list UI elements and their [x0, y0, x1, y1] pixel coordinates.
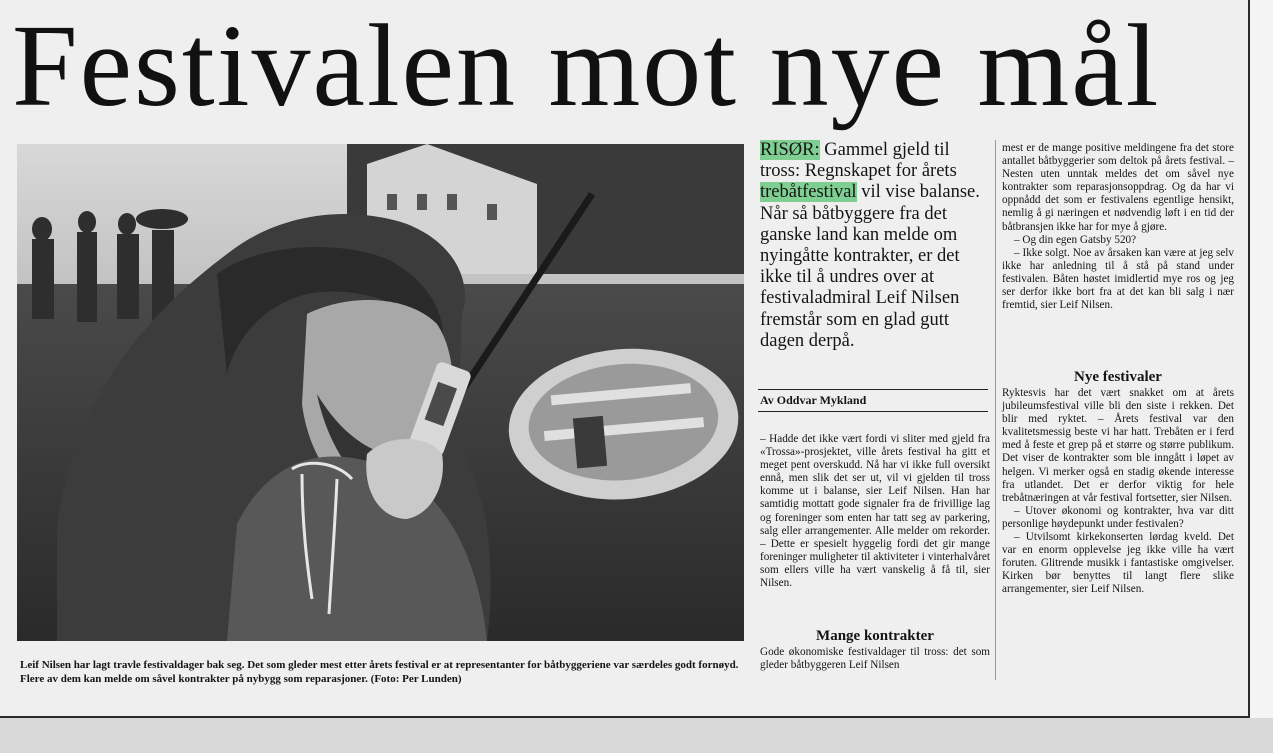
article-photo [17, 144, 744, 641]
byline-rule-top [758, 389, 988, 390]
lead-text-2: vil vise balanse. Når så båtbyggere fra det ganske land kan melde om nyingåtte kontrakter, er det ikke til å undres over at festivaladmiral Leif Nilsen fremstår som en glad gutt dagen derpå. [760, 182, 980, 351]
col3-paragraph-1: mest er de mange positive meldingene fra det store antallet båtbyggerier som deltok på årets festival. – Nesten uten unntak meldes det om såvel nye kontrakter som reparasjonsoppdrag. Og da har vi oppnådd det som er festivalens egentlige hensikt, nemlig å gi næringen et nødvendig løft i en tid der båtbransjen ikke har for mye å gjøre. [1002, 142, 1234, 233]
column-2-after-subhead [760, 646, 990, 672]
scan-margin-right [1250, 0, 1273, 718]
lead-paragraph [760, 140, 988, 352]
lead-place: RISØR: [760, 140, 820, 160]
col2-paragraph: – Hadde det ikke vært fordi vi sliter med gjeld fra «Trossa»-prosjektet, ville årets festival ha gitt et meget pent overskudd. Nå har vi ikke full oversikt ennå, men slik det ser ut, vil vi gjelden til tross komme ut i balanse, sier Leif Nilsen. Han har samtidig mottatt gode signaler fra de frivillige lag og foreninger som enten har tatt seg av parkering, salg eller arrangementer. Alle melder om rekorder. – Dette er spesielt hyggelig fordi det gir mange foreninger muligheter til aktiviteter i vinterhalvåret som ellers ville ha vært vanskelig å få til, sier Nilsen. [760, 433, 990, 590]
scan-margin-bottom [0, 718, 1273, 753]
column-3-top [1002, 142, 1234, 312]
col3-paragraph-2: – Og din egen Gatsby 520? [1014, 233, 1137, 246]
lead-highlight: trebåtfestival [760, 182, 857, 203]
headline: Festivalen mot nye mål [12, 0, 1161, 131]
lead-text-1: Gammel gjeld til tross: Regnskapet for årets [760, 140, 957, 182]
col3-paragraph-3: – Ikke solgt. Noe av årsaken kan være at jeg selv ikke har anledning til å stå på stand under festivalen. Båten høstet imidlertid mye ros og jeg ser derfor ikke bort fra at det kan bli salg i nær fremtid, sier Leif Nilsen. [1002, 246, 1234, 312]
photo-caption: Leif Nilsen har lagt travle festivaldager bak seg. Det som gleder mest etter årets festival er at representanter for båtbyggeriene var særdeles godt fornøyd. Flere av dem kan melde om såvel kontrakter på nybygg som reparasjoner. (Foto: Per Lunden) [20, 659, 739, 685]
col3-paragraph-6: – Utvilsomt kirkekonserten lørdag kveld. Det var en enorm opplevelse jeg ikke ville ha vært foruten. Glitrende musikk i fantastiske omgivelser. Kirken bør benyttes til langt flere slike arrangementer, sier Leif Nilsen. [1002, 531, 1234, 596]
column-3-bottom [1002, 387, 1234, 597]
column-divider [995, 140, 996, 680]
subhead-mange-kontrakter: Mange kontrakter [816, 628, 934, 644]
col2-after-paragraph: Gode økonomiske festivaldager til tross: det som gleder båtbyggeren Leif Nilsen [760, 646, 990, 672]
photo-image [17, 144, 744, 641]
col3-paragraph-5: – Utover økonomi og kontrakter, hva var ditt personlige høydepunkt under festivalen? [1002, 504, 1234, 530]
byline: Av Oddvar Mykland [760, 393, 867, 407]
column-2-body [760, 433, 990, 590]
byline-rule-bottom [758, 411, 988, 412]
subhead-nye-festivaler: Nye festivaler [1074, 369, 1162, 385]
col3-paragraph-4: Ryktesvis har det vært snakket om at årets jubileumsfestival ville bli den siste i rekken. Det blir med ryktet. – Årets festival var den kvalitetsmessig beste vi har hatt. Trebåten er i ferd med å feste et grep på et større og større publikum. Det viser de kontrakter som ble inngått i løpet av helgen. Vi merker også en stadig økende interesse fra utlandet. Det er derfor viktig for hele trebåtnæringen at vår festival fortsetter, sier Nilsen. [1002, 387, 1234, 504]
